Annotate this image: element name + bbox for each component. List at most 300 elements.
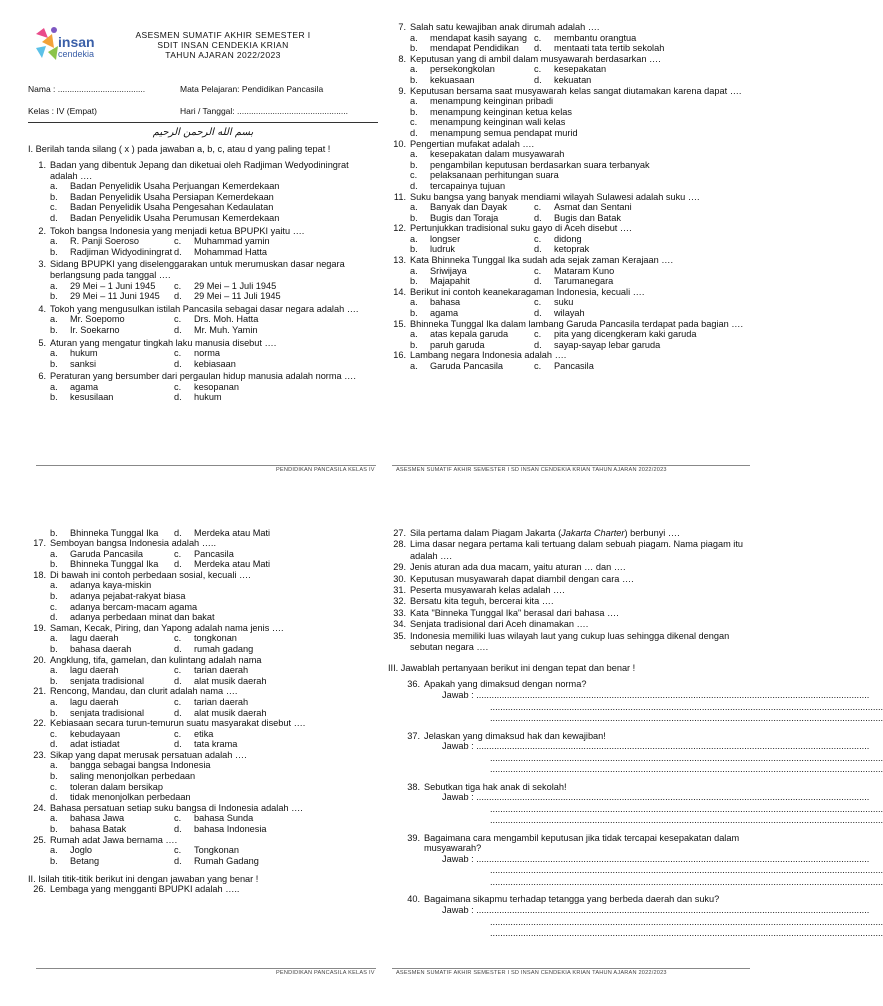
fill-question-30	[388, 574, 748, 585]
question-12	[388, 223, 748, 255]
answer-option	[174, 813, 378, 824]
option-text: bahasa daerah	[70, 643, 132, 654]
question-14	[388, 287, 748, 319]
option-text: rumah gadang	[194, 643, 254, 654]
option-letter: a.	[410, 265, 418, 276]
basmalah: بسم الله الرحمن الرحيم	[152, 127, 254, 138]
option-text: lagu daerah	[70, 633, 119, 644]
option-letter: d.	[174, 739, 182, 750]
option-text: ludruk	[430, 244, 456, 255]
option-letter: a.	[410, 202, 418, 213]
option-text: sayap-sayap lebar garuda	[554, 339, 661, 350]
question-text: Peraturan yang bersumber dari pergaulan hidup manusia adalah norma ….	[50, 371, 356, 382]
option-letter: a.	[410, 233, 418, 244]
question-number: 33.	[393, 607, 406, 618]
question-list-page-2	[388, 22, 748, 372]
section-1-instruction: I. Berilah tanda silang ( x ) pada jawaban a, b, c, atau d yang paling tepat !	[28, 144, 331, 154]
answer-option	[174, 549, 378, 560]
answer-option	[410, 361, 534, 372]
question-text: Tokoh bangsa Indonesia yang menjadi ketua BPUPKI yaitu ….	[50, 225, 305, 236]
option-letter: a.	[50, 760, 58, 771]
option-letter: b.	[410, 43, 418, 54]
option-letter: b.	[50, 324, 58, 335]
option-letter: b.	[50, 191, 58, 202]
title-line-2: SDIT INSAN CENDEKIA KRIAN	[157, 40, 289, 50]
option-text: hukum	[70, 348, 98, 359]
option-letter: d.	[174, 246, 182, 257]
logo-text	[58, 36, 95, 60]
option-letter: a.	[50, 181, 58, 192]
answer-option	[410, 75, 534, 86]
option-letter: b.	[410, 106, 418, 117]
answer-option	[174, 314, 378, 325]
option-list	[388, 361, 748, 372]
answer-option	[410, 43, 534, 54]
question-number: 38.	[407, 781, 420, 792]
question-number: 31.	[393, 585, 406, 596]
answer-option	[534, 64, 748, 75]
answer-option	[50, 665, 174, 676]
section-2-instruction: II. Isilah titik-titik berikut ini dengan jawaban yang benar !	[28, 874, 259, 885]
answer-option	[534, 75, 748, 86]
question-text: Lima dasar negara pertama kali tertuang dalam sebuah piagam. Nama piagam itu adalah ….	[410, 539, 743, 561]
question-stem	[28, 750, 378, 761]
option-letter: b.	[50, 855, 58, 866]
option-list	[28, 281, 378, 302]
answer-option	[174, 291, 378, 302]
option-text: alat musik daerah	[194, 675, 267, 686]
option-letter: c.	[174, 813, 182, 824]
question-text: Bahasa persatuan setiap suku bangsa di Indonesia adalah ….	[50, 802, 303, 813]
answer-option	[174, 824, 378, 835]
option-letter: c.	[174, 633, 182, 644]
question-stem	[388, 223, 748, 234]
question-text: Senjata tradisional dari Aceh dinamakan ….	[410, 619, 589, 630]
question-number: 32.	[393, 596, 406, 607]
question-number: 27.	[393, 528, 406, 538]
question-number: 22.	[33, 718, 46, 729]
option-letter: b.	[410, 308, 418, 319]
option-letter: d.	[174, 559, 182, 570]
jawab-label: Jawab :	[442, 905, 477, 916]
question-text: Sidang BPUPKI yang diselenggarakan untuk merumuskan dasar negara berlangsung pada tanggal ….	[50, 259, 345, 280]
option-letter: b.	[410, 276, 418, 287]
question-3	[28, 259, 378, 301]
option-text: longser	[430, 233, 461, 244]
question-stem	[28, 623, 378, 634]
answer-option	[50, 549, 174, 560]
question-number: 34.	[393, 619, 406, 630]
option-text: toleran dalam bersikap	[70, 781, 163, 792]
option-letter: d.	[50, 739, 58, 750]
option-letter: c.	[50, 781, 58, 792]
question-text: Kata Bhinneka Tunggal Ika sudah ada sejak zaman Kerajaan ….	[410, 255, 674, 266]
answer-line[interactable]	[442, 690, 870, 702]
question-stem	[388, 319, 748, 330]
question-stem	[28, 160, 378, 181]
essay-question-40	[388, 894, 883, 939]
option-text: Betang	[70, 855, 100, 866]
answer-option	[50, 856, 174, 867]
answer-option	[50, 792, 378, 803]
question-5	[28, 338, 378, 370]
answer-option	[50, 633, 174, 644]
question-text: Jenis aturan ada dua macam, yaitu aturan … dan ….	[410, 562, 626, 573]
question-text: Keputusan musyawarah dapat diambil dengan cara ….	[410, 573, 634, 584]
answer-option	[50, 213, 378, 224]
question-stem	[388, 350, 748, 361]
answer-dots: ..........................................................................................................................................................	[476, 690, 870, 701]
answer-line[interactable]: ..........................................................................................................................................................	[490, 916, 883, 927]
option-letter: d.	[50, 612, 58, 623]
option-letter: c.	[50, 728, 58, 739]
fill-question-32	[388, 596, 748, 607]
question-stem	[388, 619, 748, 630]
question-stem	[28, 338, 378, 349]
question-number: 29.	[393, 562, 406, 573]
answer-option	[174, 856, 378, 867]
option-text: mentaati tata tertib sekolah	[554, 43, 665, 54]
answer-option	[50, 559, 174, 570]
essay-question-38	[388, 781, 883, 827]
option-letter: c.	[174, 696, 182, 707]
answer-option	[174, 281, 378, 292]
option-letter: b.	[50, 291, 58, 302]
option-text: Mr. Muh. Yamin	[194, 324, 258, 335]
option-letter: d.	[410, 127, 418, 138]
option-letter: c.	[534, 265, 542, 276]
fill-question-27	[388, 528, 748, 539]
option-text: menampung semua pendapat murid	[430, 127, 578, 138]
option-letter: a.	[50, 696, 58, 707]
question-number: 24.	[33, 802, 46, 813]
answer-option	[410, 160, 748, 171]
question-13	[388, 255, 748, 287]
question-stem	[402, 679, 748, 690]
option-letter: a.	[50, 548, 58, 559]
question-17	[28, 538, 378, 570]
answer-option	[174, 528, 378, 538]
option-list	[388, 297, 748, 318]
option-text: Radjiman Widyodiningrat	[70, 246, 173, 257]
answer-option	[534, 276, 748, 287]
option-list	[388, 202, 748, 223]
question-text: Berikut ini contoh keanekaragaman Indonesia, kecuali ….	[410, 286, 645, 297]
question-stem	[28, 226, 378, 237]
answer-option	[50, 580, 378, 591]
answer-line[interactable]	[442, 741, 870, 753]
option-letter: d.	[534, 43, 542, 54]
answer-option	[50, 382, 174, 393]
answer-line[interactable]: ..........................................................................................................................................................	[490, 764, 883, 775]
answer-option	[174, 729, 378, 740]
option-text: adanya perbedaan minat dan bakat	[70, 612, 215, 623]
option-letter: c.	[174, 280, 182, 291]
option-text: Bugis dan Toraja	[430, 212, 499, 223]
answer-option	[410, 340, 534, 351]
option-text: Garuda Pancasila	[430, 361, 504, 371]
question-stem	[28, 538, 378, 549]
question-26	[28, 884, 378, 895]
answer-option	[50, 771, 378, 782]
question-9	[388, 86, 748, 139]
option-letter: c.	[174, 236, 182, 247]
header-title	[98, 30, 348, 60]
answer-lines	[402, 690, 883, 725]
answer-dots: ..........................................................................................................................................................	[476, 741, 870, 752]
option-text: Asmat dan Sentani	[554, 202, 632, 213]
question-stem	[402, 782, 748, 793]
answer-option	[50, 760, 378, 771]
answer-line[interactable]: ..........................................................................................................................................................	[490, 701, 883, 712]
option-text: senjata tradisional	[70, 707, 145, 718]
question-number: 2.	[38, 225, 46, 236]
option-text: Garuda Pancasila	[70, 548, 144, 559]
question-text: Angklung, tifa, gamelan, dan kulintang adalah nama	[50, 654, 262, 665]
footer-line	[36, 465, 376, 466]
option-letter: d.	[534, 276, 542, 287]
answer-line[interactable]	[442, 905, 870, 917]
option-list	[28, 845, 378, 866]
question-text: Pengertian mufakat adalah ….	[410, 138, 535, 149]
answer-option	[410, 117, 748, 128]
question-text: Badan yang dibentuk Jepang dan diketuai oleh Radjiman Wedyodiningrat adalah ….	[50, 160, 349, 181]
answer-option	[534, 234, 748, 245]
option-text: Merdeka atau Mati	[194, 559, 271, 570]
option-letter: d.	[174, 392, 182, 403]
option-text: Joglo	[70, 845, 92, 856]
option-letter: c.	[174, 314, 182, 325]
question-number: 1.	[38, 160, 46, 170]
option-letter: b.	[410, 159, 418, 170]
option-text: bahasa Indonesia	[194, 824, 267, 835]
answer-option	[174, 247, 378, 258]
option-text: Muhammad yamin	[194, 236, 270, 247]
subject-label: Mata Pelajaran: Pendidikan Pancasila	[180, 84, 324, 94]
answer-line[interactable]: ..........................................................................................................................................................	[490, 876, 883, 887]
option-text: kebiasaan	[194, 358, 236, 369]
option-letter: d.	[534, 212, 542, 223]
option-text: tarian daerah	[194, 665, 249, 676]
option-text: didong	[554, 233, 582, 244]
option-letter: c.	[50, 202, 58, 213]
option-text: 29 Mei – 1 Juli 1945	[194, 280, 277, 291]
option-letter: b.	[50, 643, 58, 654]
option-letter: c.	[410, 170, 418, 181]
answer-option	[410, 181, 748, 192]
option-text: atas kepala garuda	[430, 329, 509, 340]
option-text: adanya bercam-macam agama	[70, 601, 198, 612]
answer-option	[410, 64, 534, 75]
option-list	[28, 729, 378, 750]
answer-option	[174, 708, 378, 719]
question-text: Sikap yang dapat merusak persatuan adalah ….	[50, 749, 247, 760]
option-letter: a.	[410, 96, 418, 107]
answer-lines	[402, 905, 883, 940]
question-stem	[28, 686, 378, 697]
question-21	[28, 686, 378, 718]
question-stem	[388, 585, 748, 596]
option-list	[388, 266, 748, 287]
answer-option	[174, 644, 378, 655]
answer-line[interactable]: ..........................................................................................................................................................	[490, 928, 883, 939]
title-line-1: ASESMEN SUMATIF AKHIR SEMESTER I	[135, 30, 311, 40]
option-text: bahasa Batak	[70, 824, 127, 835]
fill-question-28	[388, 539, 748, 562]
question-19	[28, 623, 378, 655]
question-stem	[28, 803, 378, 814]
essay-question-36	[388, 679, 883, 724]
answer-option	[410, 128, 748, 139]
answer-option	[50, 192, 378, 203]
answer-option	[50, 813, 174, 824]
answer-option	[534, 297, 748, 308]
question-text: Bhinneka Tunggal Ika dalam lambang Garuda Pancasila terdapat pada bagian ….	[410, 318, 744, 329]
option-list	[388, 33, 748, 54]
option-text: Majapahit	[430, 276, 470, 287]
answer-line[interactable]	[442, 853, 870, 866]
option-letter: b.	[50, 559, 58, 570]
answer-line[interactable]: ..........................................................................................................................................................	[490, 713, 883, 724]
question-stem	[388, 596, 748, 607]
answer-option	[174, 325, 378, 336]
answer-dots: ..........................................................................................................................................................	[476, 905, 870, 916]
answer-option	[410, 276, 534, 287]
footer-exam: ASESMEN SUMATIF AKHIR SEMESTER I SD INSAN CENDEKIA KRIAN TAHUN AJARAN 2022/2023	[396, 970, 667, 976]
option-text: agama	[430, 308, 459, 319]
option-letter: a.	[50, 813, 58, 824]
question-stem	[388, 192, 748, 203]
option-letter: a.	[50, 633, 58, 644]
option-text: bahasa Sunda	[194, 813, 254, 824]
option-text: menampung keinginan wali kelas	[430, 117, 566, 128]
fill-question-29	[388, 562, 748, 573]
question-stem	[388, 139, 748, 150]
question-stem	[388, 528, 748, 539]
fill-in-list	[388, 528, 748, 653]
option-text: wilayah	[554, 308, 585, 319]
answer-line[interactable]: ..........................................................................................................................................................	[490, 865, 883, 876]
answer-line[interactable]: ..........................................................................................................................................................	[490, 815, 883, 826]
question-10	[388, 139, 748, 192]
answer-option	[50, 202, 378, 213]
option-text: menampung keinginan ketua kelas	[430, 106, 572, 117]
option-text: norma	[194, 348, 221, 359]
answer-option	[50, 612, 378, 623]
option-letter: d.	[174, 291, 182, 302]
question-number: 17.	[33, 538, 46, 548]
answer-option	[410, 96, 748, 107]
answer-option	[50, 697, 174, 708]
question-number: 28.	[393, 539, 406, 550]
option-text: agama	[70, 381, 99, 392]
answer-option	[50, 236, 174, 247]
answer-option	[174, 697, 378, 708]
option-text: Badan Penyelidik Usaha Perumusan Kemerdekaan	[70, 212, 280, 223]
answer-line[interactable]: ..........................................................................................................................................................	[490, 752, 883, 763]
option-letter: b.	[50, 707, 58, 718]
option-text: Badan Penyelidik Usaha Pengesahan Kedaulatan	[70, 202, 274, 213]
option-letter: d.	[534, 339, 542, 350]
question-number: 26.	[33, 884, 46, 895]
option-text: mendapat kasih sayang	[430, 32, 528, 43]
question-number: 16.	[393, 350, 406, 361]
answer-line[interactable]	[442, 792, 870, 804]
answer-option	[174, 633, 378, 644]
question-2	[28, 226, 378, 258]
option-list	[28, 665, 378, 686]
option-letter: d.	[50, 792, 58, 803]
question-number: 21.	[33, 686, 46, 697]
option-text: Pancasila	[194, 548, 234, 559]
option-letter: b.	[50, 392, 58, 403]
question-11	[388, 192, 748, 224]
option-text: adat istiadat	[70, 739, 120, 750]
option-text: Bugis dan Batak	[554, 212, 621, 223]
question-text: Kata "Binneka Tunggal Ika" berasal dari bahasa ….	[410, 607, 619, 618]
question-list-page-1	[28, 160, 378, 403]
answer-line[interactable]: ..........................................................................................................................................................	[490, 803, 883, 814]
option-letter: a.	[50, 665, 58, 676]
option-list	[28, 697, 378, 718]
answer-option	[174, 739, 378, 750]
option-text: suku	[554, 297, 574, 308]
question-number: 20.	[33, 654, 46, 665]
question-text: Peserta musyawarah kelas adalah ….	[410, 585, 565, 596]
option-letter: a.	[50, 381, 58, 392]
option-text: Mohammad Hatta	[194, 246, 268, 257]
option-list	[28, 348, 378, 369]
answer-option	[410, 33, 534, 44]
logo-sub: cendekia	[58, 49, 95, 59]
option-letter: b.	[410, 339, 418, 350]
option-letter: d.	[534, 244, 542, 255]
option-text: adanya pejabat-rakyat biasa	[70, 590, 186, 601]
footer-line	[392, 968, 750, 969]
option-letter: c.	[174, 845, 182, 856]
question-22	[28, 718, 378, 750]
answer-option	[410, 213, 534, 224]
answer-lines	[402, 741, 883, 776]
essay-question-39	[388, 832, 883, 889]
question-24	[28, 803, 378, 835]
question-number: 39.	[407, 832, 420, 843]
question-text: Bagaimana cara mengambil keputusan jika tidak tercapai kesepakatan dalam musyawarah?	[424, 832, 740, 854]
answer-option	[534, 340, 748, 351]
option-text: persekongkolan	[430, 64, 495, 75]
option-text: Badan Penyelidik Usaha Persiapan Kemerdekaan	[70, 191, 274, 202]
option-text: pelaksanaan perhitungan suara	[430, 170, 559, 181]
option-text: etika	[194, 728, 214, 739]
answer-dots: ..........................................................................................................................................................	[476, 853, 870, 864]
answer-option	[50, 824, 174, 835]
answer-option	[50, 314, 174, 325]
option-list	[388, 96, 748, 138]
question-text: Suku bangsa yang banyak mendiami wilayah Sulawesi adalah suku ….	[410, 191, 700, 202]
fill-question-35	[388, 631, 748, 654]
question-number: 12.	[393, 223, 406, 234]
option-text: kesepakatan	[554, 64, 607, 75]
question-23	[28, 750, 378, 803]
question-text: Keputusan yang di ambil dalam musyawarah berdasarkan ….	[410, 53, 661, 64]
page-1	[28, 22, 378, 460]
answer-option	[50, 729, 174, 740]
option-letter: b.	[410, 212, 418, 223]
option-list	[28, 382, 378, 403]
option-letter: c.	[534, 361, 542, 371]
question-stem	[28, 304, 378, 315]
answer-option	[174, 236, 378, 247]
